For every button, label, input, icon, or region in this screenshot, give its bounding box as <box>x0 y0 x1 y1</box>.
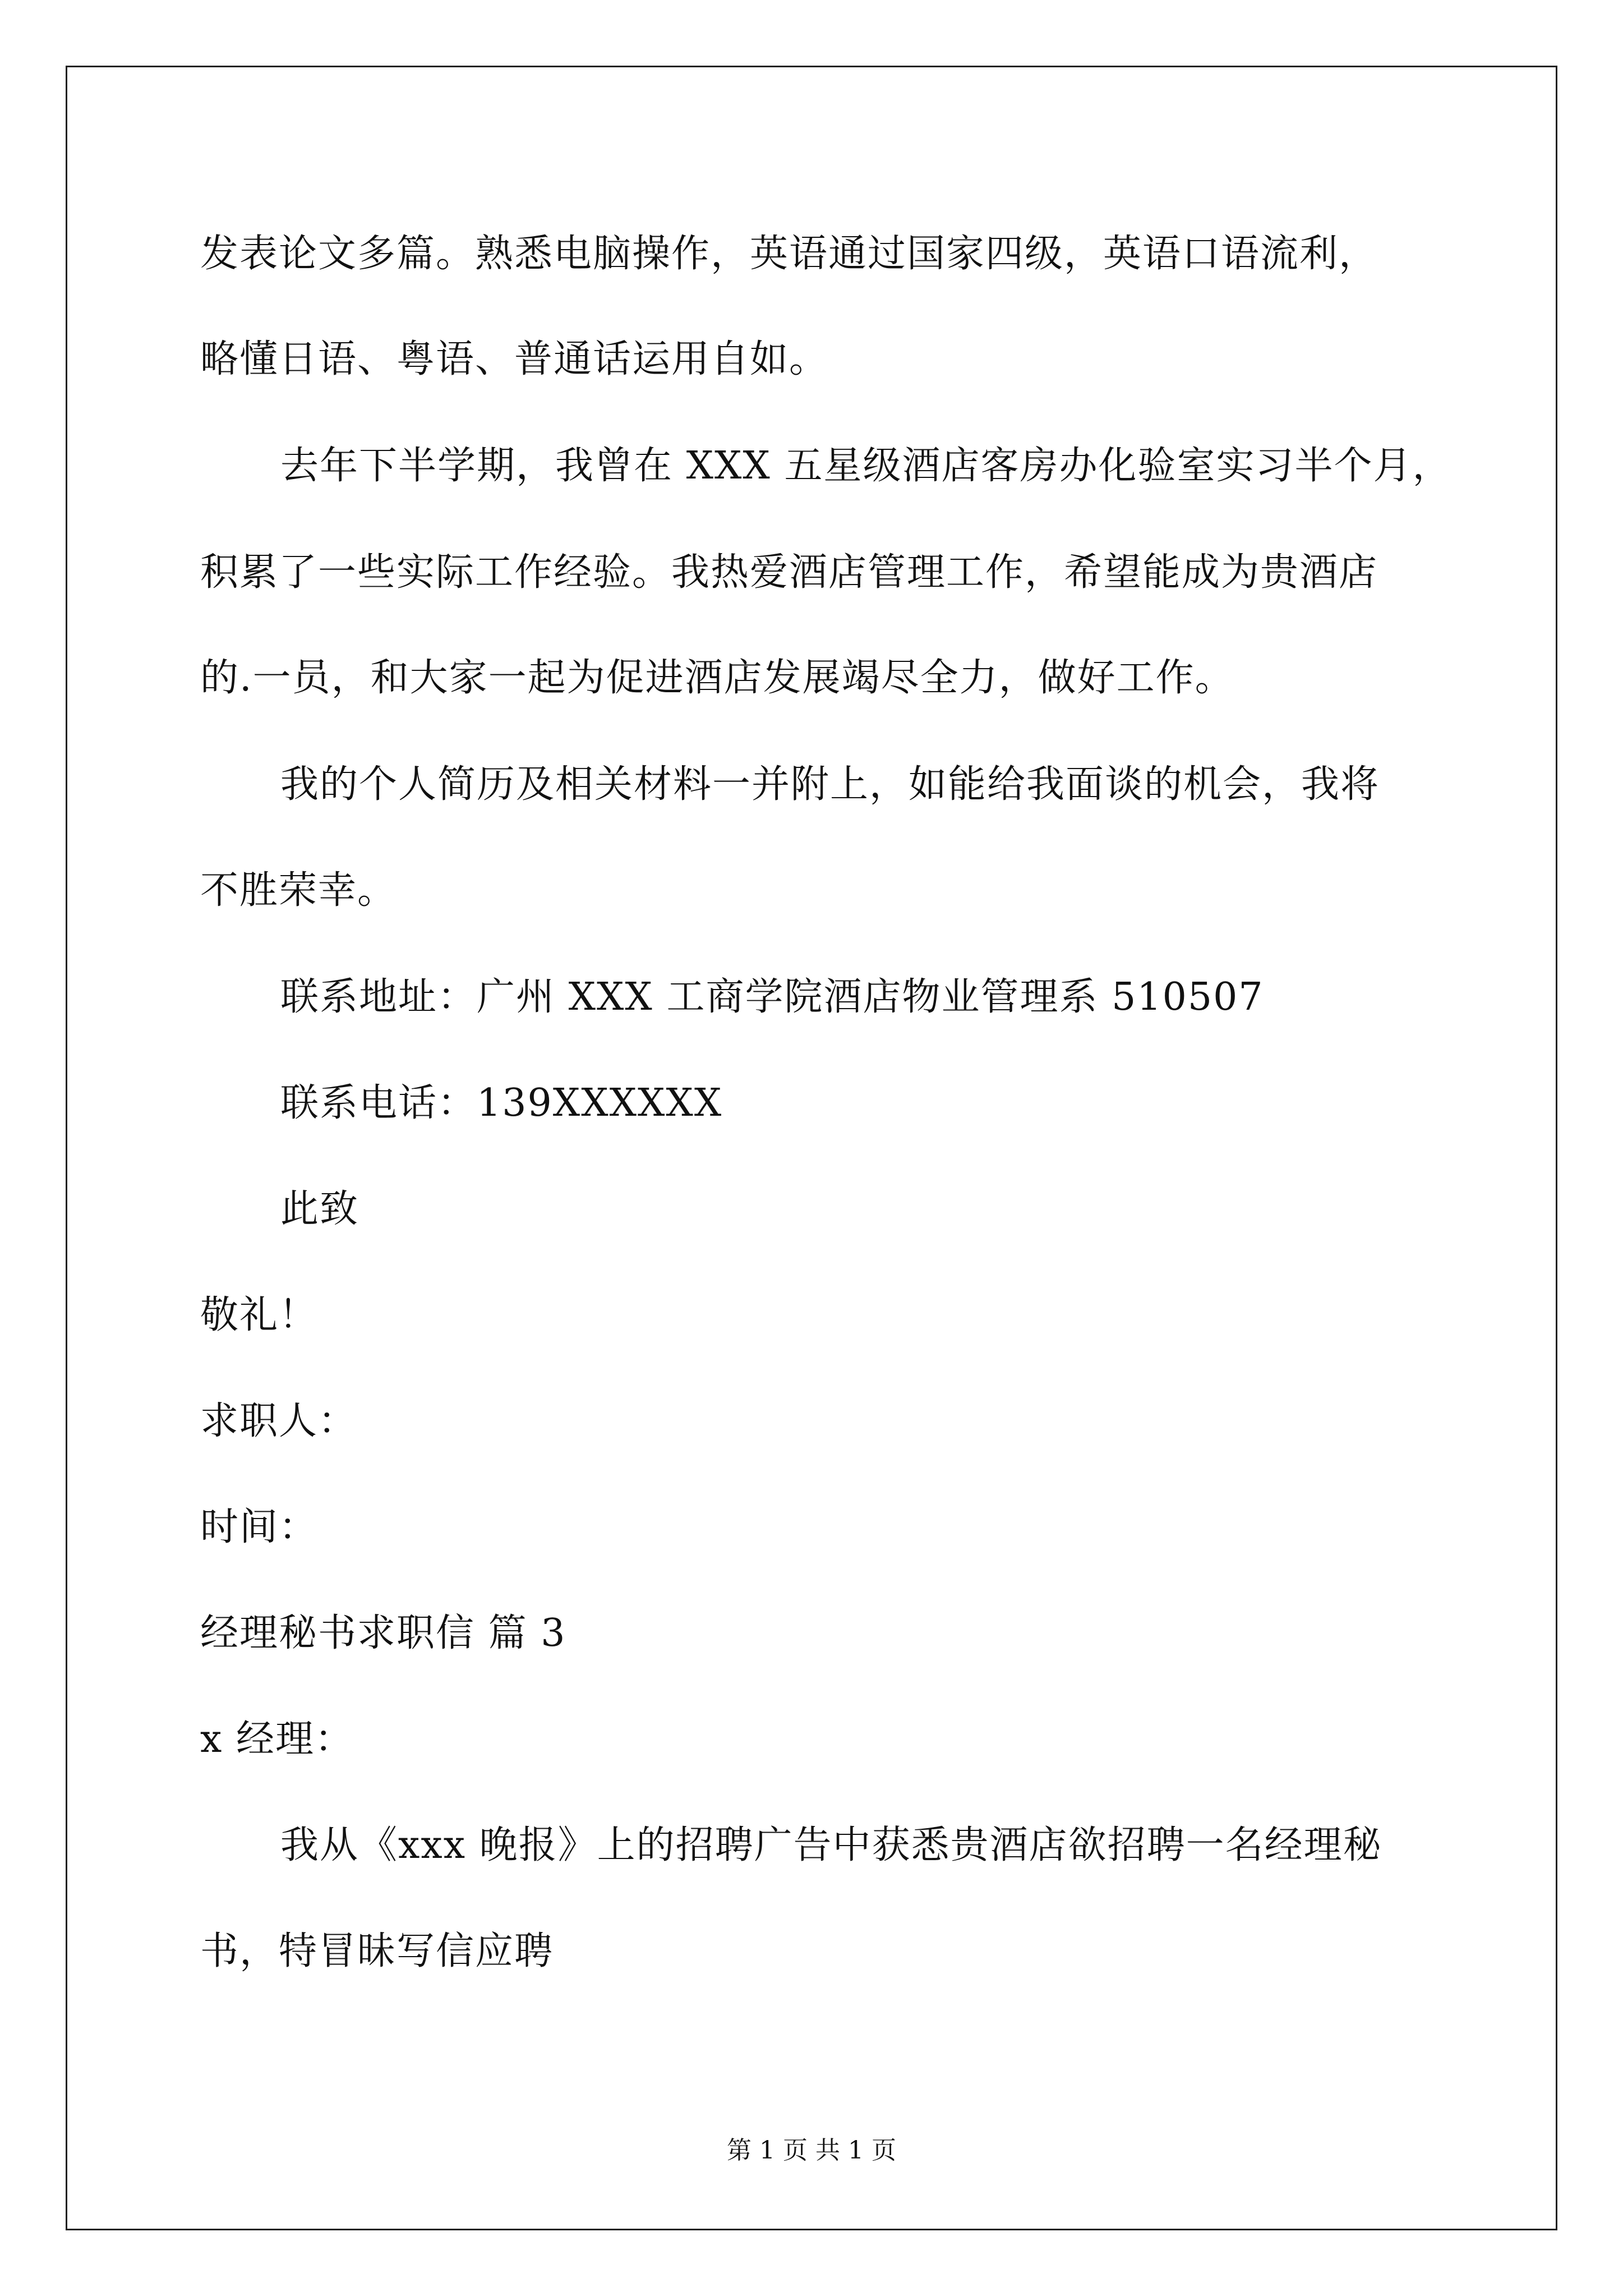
text-line-16: 我从《xxx 晚报》上的招聘广告中获悉贵酒店欲招聘一名经理秘 <box>280 1823 1382 1867</box>
applicant-label: 求职人： <box>200 1399 358 1443</box>
contact-phone: 联系电话：139XXXXXX <box>280 1081 723 1125</box>
text-line-7: 不胜荣幸。 <box>200 868 397 913</box>
text-line-17: 书，特冒昧写信应聘 <box>200 1929 554 1973</box>
text-line-4: 积累了一些实际工作经验。我热爱酒店管理工作，希望能成为贵酒店 <box>200 550 1378 595</box>
closing-regards: 敬礼！ <box>200 1293 319 1337</box>
text-line-2: 略懂日语、粤语、普通话运用自如。 <box>200 337 829 381</box>
date-label: 时间： <box>200 1505 319 1549</box>
section-title: 经理秘书求职信 篇 3 <box>200 1611 566 1655</box>
contact-address: 联系地址：广州 XXX 工商学院酒店物业管理系 510507 <box>280 975 1264 1019</box>
text-line-1: 发表论文多篇。熟悉电脑操作，英语通过国家四级，英语口语流利， <box>200 232 1378 276</box>
text-line-5: 的.一员，和大家一起为促进酒店发展竭尽全力，做好工作。 <box>200 656 1234 700</box>
page-border <box>66 66 1557 2230</box>
text-line-3: 去年下半学期，我曾在 XXX 五星级酒店客房办化验室实习半个月， <box>280 444 1452 488</box>
closing-salutation: 此致 <box>280 1187 359 1231</box>
recipient-greeting: x 经理： <box>200 1717 354 1761</box>
page-footer: 第 1 页 共 1 页 <box>727 2136 896 2165</box>
text-line-6: 我的个人简历及相关材料一并附上，如能给我面谈的机会，我将 <box>280 762 1380 807</box>
